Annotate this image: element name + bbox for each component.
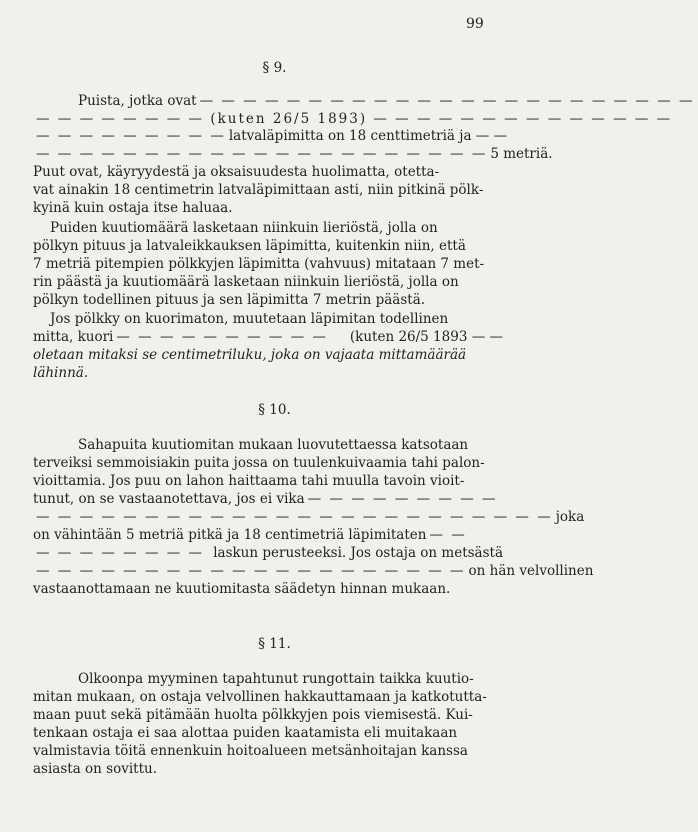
text-line (33, 526, 503, 544)
text-segment: lähinnä. (33, 365, 89, 381)
text-segment: (kuten 26/5 1893 — — (349, 329, 503, 345)
text-line (33, 742, 503, 760)
text-line (50, 219, 503, 237)
section-11-heading: § 11. (258, 636, 291, 652)
text-segment: Puut ovat, käyryydestä ja oksaisuudesta huolimatta, otetta- (33, 164, 440, 180)
dash-fill: — — — — — — — — — — — — — — — — — — — — — (36, 146, 488, 162)
text-line (33, 181, 503, 199)
text-line (33, 145, 553, 163)
section-10-heading: § 10. (258, 402, 291, 418)
text-line (78, 436, 503, 454)
dash-fill: — — — — — — — — (36, 545, 205, 561)
text-segment: joka (555, 509, 585, 525)
text-segment: mitan mukaan, on ostaja velvollinen hakkauttamaan ja katkotutta- (33, 689, 487, 705)
text-segment: oletaan mitaksi se centimetriluku, joka on vajaata mittamäärää (33, 347, 467, 363)
dash-fill: — — (429, 527, 467, 543)
dash-fill: — — — — — — — — — — — — — — — — — — — — — — — — (36, 509, 553, 525)
text-line (33, 199, 503, 217)
text-segment: pölkyn pituus ja latvaleikkauksen läpimitta, kuitenkin niin, että (33, 238, 466, 254)
text-segment: tunut, on se vastaanotettava, jos ei vika (33, 491, 305, 507)
text-segment: mitta, kuori (33, 329, 114, 345)
text-line (78, 92, 695, 110)
section-9-heading: § 9. (262, 60, 287, 76)
text-line (33, 273, 503, 291)
text-line (33, 724, 503, 742)
dash-fill: — — — — — — — — — — — — — — — — — — — — — — — (199, 93, 695, 109)
text-line (33, 163, 503, 181)
text-line (33, 472, 503, 490)
text-line (33, 544, 503, 562)
text-segment: pölkyn todellinen pituus ja sen läpimitta 7 metrin päästä. (33, 292, 426, 308)
text-segment: asiasta on sovittu. (33, 761, 157, 777)
dash-fill: — — — — — — — — — — — — — — — — — — — — (36, 563, 466, 579)
text-segment: laskun perusteeksi. Jos ostaja on metsästä (213, 545, 503, 561)
text-segment: — — — — — — — — (kuten 26/5 1893) — — — — — — — — — — — — — — (36, 111, 673, 127)
text-line (33, 688, 503, 706)
text-line (33, 127, 508, 145)
text-segment: Puista, jotka ovat (78, 93, 197, 109)
text-line (33, 291, 503, 309)
text-segment: vat ainakin 18 centimetrin latvaläpimittaan asti, niin pitkinä pölk- (33, 182, 484, 198)
text-segment: 7 metriä pitempien pölkkyjen läpimitta (vahvuus) mitataan 7 met- (33, 256, 485, 272)
text-line (33, 364, 503, 382)
text-segment: 5 metriä. (490, 146, 553, 162)
text-segment: latvaläpimitta on 18 centtimetriä ja — — (228, 128, 508, 144)
text-line (78, 670, 503, 688)
text-segment: valmistavia töitä ennenkuin hoitoalueen metsänhoitajan kanssa (33, 743, 468, 759)
text-line (33, 346, 503, 364)
text-line (33, 508, 585, 526)
dash-fill: — — — — — — — — — (36, 128, 226, 144)
dash-fill: — — — — — — — — — — (116, 329, 328, 345)
text-segment: kyinä kuin ostaja itse haluaa. (33, 200, 233, 216)
text-segment: terveiksi semmoisiakin puita jossa on tuulenkuivaamia tahi palon- (33, 455, 485, 471)
text-segment: on hän velvollinen (468, 563, 594, 579)
text-segment: vastaanottamaan ne kuutiomitasta säädetyn hinnan mukaan. (33, 581, 451, 597)
text-segment: tenkaan ostaja ei saa alottaa puiden kaatamista eli muitakaan (33, 725, 458, 741)
text-segment: on vähintään 5 metriä pitkä ja 18 centimetriä läpimitaten (33, 527, 427, 543)
text-segment: Puiden kuutiomäärä lasketaan niinkuin lieriöstä, jolla on (50, 220, 438, 236)
dash-fill: — — — — — — — — — (307, 491, 498, 507)
text-line (33, 490, 503, 508)
text-line (33, 110, 673, 128)
text-line (33, 580, 503, 598)
text-line (33, 760, 503, 778)
text-line (50, 310, 503, 328)
text-segment: Olkoonpa myyminen tapahtunut rungottain taikka kuutio- (78, 671, 474, 687)
text-segment: vioittamia. Jos puu on lahon haittaama tahi muulla tavoin vioit- (33, 473, 465, 489)
text-line (33, 237, 503, 255)
text-line (33, 562, 594, 580)
text-line (33, 706, 503, 724)
text-line (33, 255, 503, 273)
text-segment: Jos pölkky on kuorimaton, muutetaan läpimitan todellinen (50, 311, 449, 327)
text-segment: maan puut sekä pitämään huolta pölkkyjen pois viemisestä. Kui- (33, 707, 473, 723)
text-line (33, 328, 503, 346)
page-number: 99 (466, 16, 484, 32)
text-line (33, 454, 503, 472)
text-segment: rin päästä ja kuutiomäärä lasketaan niinkuin lieriöstä, jolla on (33, 274, 459, 290)
text-segment: Sahapuita kuutiomitan mukaan luovutettaessa katsotaan (78, 437, 469, 453)
